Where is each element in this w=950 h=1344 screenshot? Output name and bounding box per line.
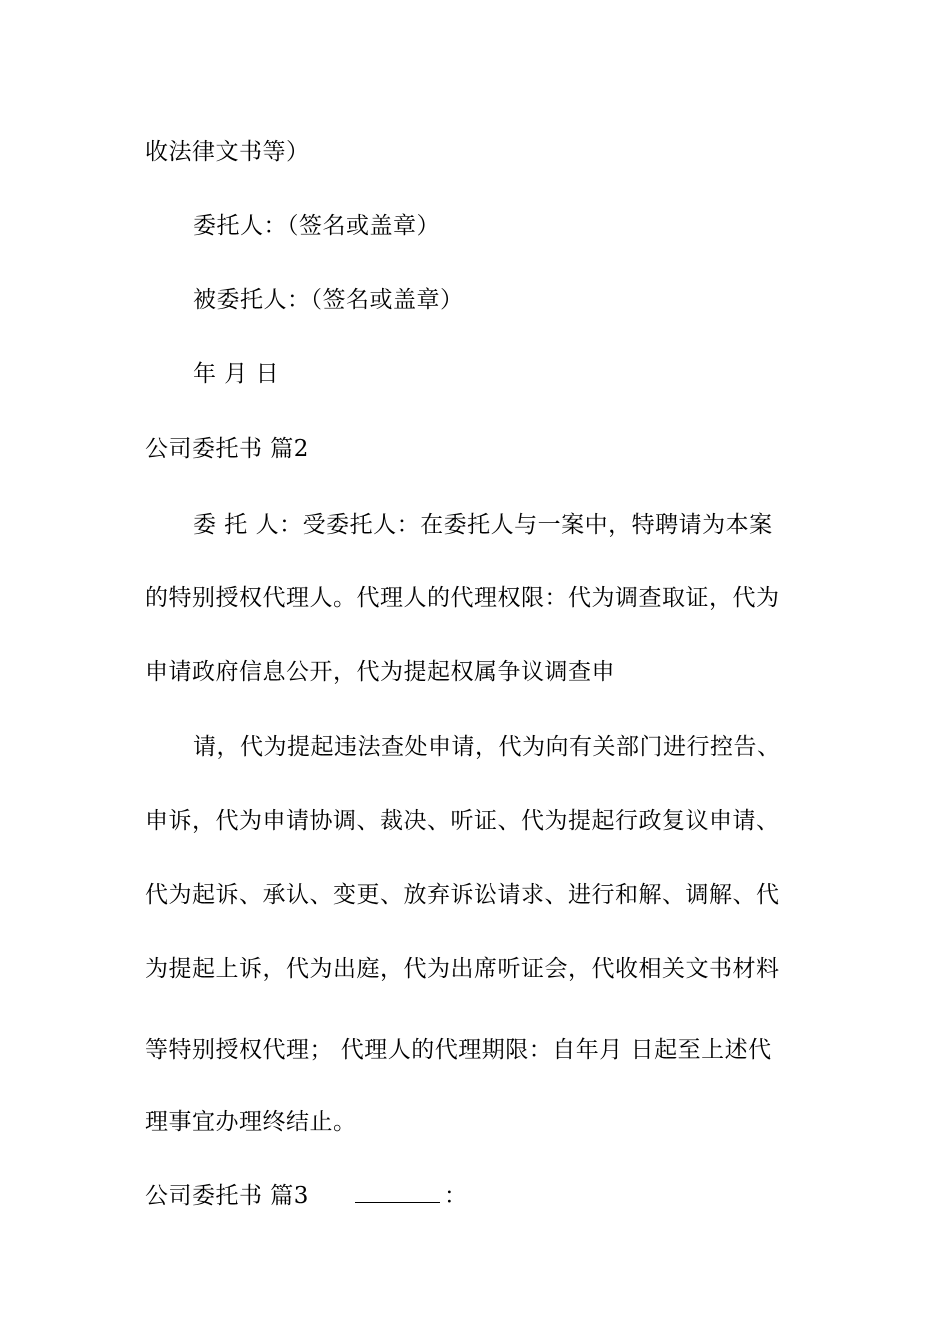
paragraph-line: 申请政府信息公开，代为提起权属争议调查申 xyxy=(145,659,615,685)
paragraph-line: 等特别授权代理； 代理人的代理期限：自年月 日起至上述代 xyxy=(145,1037,772,1063)
paragraph-line: 代为起诉、承认、变更、放弃诉讼请求、进行和解、调解、代 xyxy=(145,882,780,908)
section-heading-3-text: 公司委托书 篇3 xyxy=(145,1183,309,1209)
paragraph-line: 申诉，代为申请协调、裁决、听证、代为提起行政复议申请、 xyxy=(145,808,780,834)
signature-line-agent: 被委托人：（签名或盖章） xyxy=(193,287,464,313)
section-heading-3 xyxy=(145,1181,467,1211)
text-line-1: 收法律文书等） xyxy=(145,139,310,165)
signature-line-principal: 委托人：（签名或盖章） xyxy=(193,213,440,239)
paragraph-line: 委 托 人：受委托人：在委托人与一案中，特聘请为本案 xyxy=(193,512,773,538)
paragraph-line: 理事宜办理终结止。 xyxy=(145,1109,357,1135)
paragraph-line: 请，代为提起违法查处申请，代为向有关部门进行控告、 xyxy=(193,734,781,760)
blank-underline xyxy=(355,1182,440,1203)
paragraph-line: 为提起上诉，代为出庭，代为出席听证会，代收相关文书材料 xyxy=(145,956,780,982)
colon: ： xyxy=(443,1183,468,1209)
date-line: 年 月 日 xyxy=(193,361,280,387)
paragraph-line: 的特别授权代理人。代理人的代理权限：代为调查取证，代为 xyxy=(145,585,780,611)
section-heading-2: 公司委托书 篇2 xyxy=(145,436,309,462)
